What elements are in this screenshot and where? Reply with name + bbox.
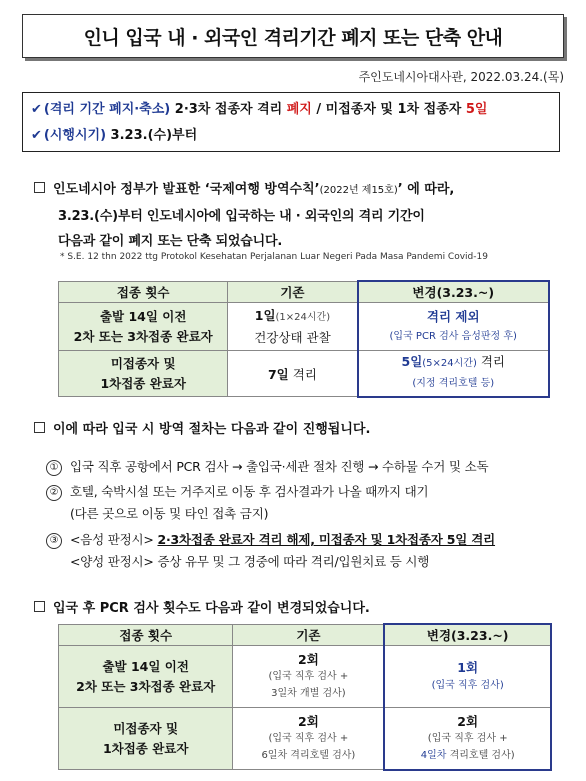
dose-line: 미접종자 및: [110, 355, 176, 371]
dose-line: 미접종자 및: [113, 720, 179, 736]
before-main: 2회: [298, 652, 319, 667]
title-text: 인니 입국 내 · 외국인 격리기간 폐지 또는 단축 안내: [83, 26, 503, 49]
step-number: ②: [46, 485, 62, 501]
procedure-step: [46, 530, 495, 549]
notice-line-1: [31, 97, 551, 123]
notice-text-2: / 미접종자 및 1차 접종자: [311, 102, 466, 117]
before-sub: (1×24시간): [275, 311, 331, 323]
column-header: 변경(3.23.~): [358, 281, 550, 303]
dose-cell: [59, 303, 228, 351]
column-header: 변경(3.23.~): [384, 624, 551, 646]
dose-cell: [59, 646, 233, 708]
step-number: ③: [46, 533, 62, 549]
after-sub: (입국 직후 검사 +: [427, 732, 508, 744]
before-sub: 6일차 격리호텔 검사): [261, 750, 356, 761]
notice-text-effective: 3.23.(수)부터: [106, 128, 198, 143]
notice-line-2: [31, 123, 551, 149]
before-line2: 건강상태 관찰: [254, 329, 331, 345]
after-cell: [358, 351, 550, 397]
dose-line: 2차 또는 3차접종 완료자: [73, 328, 213, 344]
after-main: 5일: [401, 354, 423, 370]
section2-heading-text: 이에 따라 입국 시 방역 절차는 다음과 같이 진행됩니다.: [53, 422, 371, 437]
after-sub-inline: (5×24시간): [422, 358, 477, 370]
before-sub: (입국 직후 검사 +: [268, 733, 349, 744]
after-main: 2회: [457, 713, 479, 729]
section3-heading: [34, 597, 370, 616]
section1-heading-small: (2022년 제15호): [319, 185, 398, 196]
section1-heading-end: ’ 에 따라,: [397, 182, 455, 197]
pcr-test-table: [58, 623, 552, 771]
step-text: 입국 직후 공항에서 PCR 검사 → 출입국·세관 절차 진행 → 수하물 수거 및 소독: [70, 459, 489, 474]
dose-line: 출발 14일 이전: [99, 308, 187, 324]
column-header: 기존: [228, 281, 358, 303]
after-sub: (입국 직후 검사): [431, 679, 504, 691]
after-cell: [384, 646, 551, 708]
page-title: [22, 14, 564, 58]
after-cell: [384, 708, 551, 770]
notice-label-effective: (시행시기): [43, 128, 107, 143]
column-header: 기존: [233, 624, 384, 646]
table-header-row: [59, 281, 550, 303]
procedure-step-note: <양성 판정시> 증상 유무 및 그 경중에 따라 격리/입원치료 등 시행: [70, 554, 430, 569]
step-text: 호텔, 숙박시설 또는 거주지로 이동 후 검사결과가 나올 때까지 대기: [70, 484, 429, 499]
column-header: 접종 횟수: [59, 281, 228, 303]
notice-highlight-abolish: 폐지: [286, 102, 312, 117]
before-cell: [228, 303, 358, 351]
section2-heading: [34, 418, 370, 437]
dose-cell: [59, 708, 233, 770]
after-cell: [358, 303, 550, 351]
after-sub: (지정 격리호텔 등): [412, 378, 495, 390]
before-sub: (입국 직후 검사 +: [268, 671, 349, 682]
section1-line3: 다음과 같이 폐지 또는 단축 되었습니다.: [58, 234, 283, 249]
after-sub: (입국 PCR 검사 음성판정 후): [389, 330, 517, 342]
quarantine-table: [58, 280, 550, 398]
table-row: [59, 351, 550, 397]
section3-heading-text: 입국 후 PCR 검사 횟수도 다음과 같이 변경되었습니다.: [53, 601, 370, 616]
step-number: ①: [46, 460, 62, 476]
before-sub: 3일차 개별 검사): [271, 688, 346, 699]
before-main: 7일: [267, 366, 289, 382]
procedure-step-note: (다른 곳으로 이동 및 타인 접촉 금지): [70, 506, 269, 521]
section1-heading: [34, 178, 454, 197]
square-bullet-icon: [34, 601, 45, 612]
table-row: [59, 303, 550, 351]
dose-cell: [59, 351, 228, 397]
summary-notice: [22, 92, 560, 152]
check-icon: ✔: [31, 102, 42, 117]
before-tail: 격리: [288, 366, 317, 382]
before-cell: [233, 646, 384, 708]
dose-line: 1차접종 완료자: [102, 740, 189, 756]
table-row: [59, 708, 552, 770]
procedure-step: [46, 457, 488, 476]
before-main: 1일: [254, 307, 276, 323]
notice-label-period: (격리 기간 폐지·축소): [43, 102, 171, 117]
procedure-step: [46, 482, 428, 501]
after-main: 격리 제외: [426, 308, 480, 324]
notice-highlight-5days: 5일: [465, 102, 488, 117]
section1-heading-text: 인도네시아 정부가 발표한 ‘국제여행 방역수칙’: [53, 182, 320, 197]
after-main: 1회: [457, 659, 479, 675]
issue-date: 주인도네시아대사관, 2022.03.24.(목): [358, 70, 564, 84]
table-header-row: [59, 624, 552, 646]
dose-line: 2차 또는 3차접종 완료자: [76, 678, 216, 694]
footnote: * S.E. 12 thn 2022 ttg Protokol Kesehatan Perjalanan Luar Negeri Pada Masa Pandemi Covid-19: [60, 252, 488, 262]
notice-text-1: 2·3차 접종자 격리: [170, 102, 287, 117]
before-cell: [233, 708, 384, 770]
column-header: 접종 횟수: [59, 624, 233, 646]
before-main: 2회: [298, 714, 319, 729]
section1-line2: 3.23.(수)부터 인도네시아에 입국하는 내 · 외국인의 격리 기간이: [58, 209, 425, 224]
dose-line: 1차접종 완료자: [100, 375, 186, 391]
check-icon: ✔: [31, 128, 42, 143]
dose-line: 출발 14일 이전: [102, 658, 189, 674]
step-text-emphasis: 2·3차접종 완료자 격리 해제, 미접종자 및 1차접종자 5일 격리: [157, 532, 496, 547]
after-sub: 4일차 격리호텔 검사): [420, 749, 515, 761]
table-row: [59, 646, 552, 708]
square-bullet-icon: [34, 182, 45, 193]
step-text: <음성 판정시>: [70, 532, 158, 547]
before-cell: [228, 351, 358, 397]
square-bullet-icon: [34, 422, 45, 433]
after-tail: 격리: [476, 354, 505, 370]
